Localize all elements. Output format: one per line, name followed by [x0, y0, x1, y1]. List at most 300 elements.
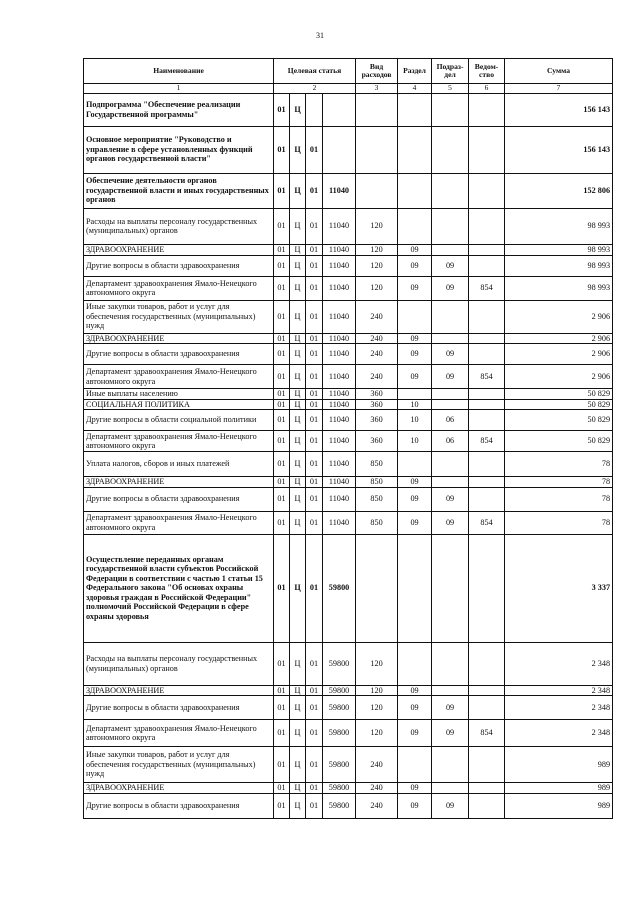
vedomstvo-cell	[469, 534, 505, 642]
target-code-1: 01	[274, 783, 290, 794]
podrazdel-cell: 09	[432, 276, 469, 300]
target-code-4: 11040	[323, 208, 356, 244]
target-code-3: 01	[306, 126, 323, 173]
target-code-1: 01	[274, 477, 290, 488]
table-row	[84, 244, 613, 255]
target-code-2: Ц	[290, 300, 306, 333]
row-name: ЗДРАВООХРАНЕНИЕ	[84, 685, 274, 696]
vid-cell: 240	[356, 365, 398, 389]
table-row	[84, 534, 613, 642]
vid-cell: 850	[356, 452, 398, 477]
razdel-cell: 09	[398, 477, 432, 488]
target-code-2: Ц	[290, 452, 306, 477]
row-name: Иные закупки товаров, работ и услуг для обеспечения государственных (муниципальных) нужд	[84, 747, 274, 783]
sum-cell: 2 906	[505, 365, 613, 389]
razdel-cell: 09	[398, 696, 432, 720]
target-code-4: 11040	[323, 452, 356, 477]
target-code-3: 01	[306, 696, 323, 720]
vedomstvo-cell	[469, 126, 505, 173]
target-code-4: 11040	[323, 410, 356, 431]
vedomstvo-cell: 854	[469, 511, 505, 534]
target-code-2: Ц	[290, 431, 306, 452]
vid-cell	[356, 126, 398, 173]
target-code-1: 01	[274, 126, 290, 173]
sum-cell: 989	[505, 747, 613, 783]
target-code-1: 01	[274, 93, 290, 126]
target-code-4: 11040	[323, 276, 356, 300]
vedomstvo-cell	[469, 487, 505, 511]
podrazdel-cell	[432, 389, 469, 400]
razdel-cell	[398, 642, 432, 685]
vedomstvo-cell	[469, 244, 505, 255]
razdel-cell	[398, 747, 432, 783]
razdel-cell	[398, 126, 432, 173]
target-code-2: Ц	[290, 720, 306, 747]
vedomstvo-cell	[469, 399, 505, 410]
table-row	[84, 642, 613, 685]
target-code-1: 01	[274, 333, 290, 344]
target-code-2: Ц	[290, 410, 306, 431]
podrazdel-cell: 09	[432, 255, 469, 276]
row-name: Уплата налогов, сборов и иных платежей	[84, 452, 274, 477]
target-code-4: 11040	[323, 344, 356, 365]
vid-cell: 120	[356, 255, 398, 276]
target-code-4: 11040	[323, 333, 356, 344]
table-row	[84, 410, 613, 431]
row-name: Расходы на выплаты персоналу государственных (муниципальных) органов	[84, 208, 274, 244]
header-name: Наименование	[84, 59, 274, 84]
target-code-3: 01	[306, 244, 323, 255]
podrazdel-cell: 09	[432, 720, 469, 747]
target-code-3: 01	[306, 208, 323, 244]
target-code-4	[323, 93, 356, 126]
target-code-1: 01	[274, 696, 290, 720]
vid-cell: 120	[356, 685, 398, 696]
table-row	[84, 747, 613, 783]
sum-cell: 2 906	[505, 300, 613, 333]
target-code-1: 01	[274, 487, 290, 511]
razdel-cell: 10	[398, 410, 432, 431]
sum-cell: 2 348	[505, 642, 613, 685]
target-code-1: 01	[274, 452, 290, 477]
podrazdel-cell: 09	[432, 365, 469, 389]
row-name: Другие вопросы в области здравоохранения	[84, 696, 274, 720]
target-code-2: Ц	[290, 747, 306, 783]
target-code-3: 01	[306, 399, 323, 410]
table-row	[84, 477, 613, 488]
vid-cell: 120	[356, 208, 398, 244]
target-code-1: 01	[274, 685, 290, 696]
target-code-4: 11040	[323, 431, 356, 452]
target-code-1: 01	[274, 276, 290, 300]
razdel-cell: 09	[398, 333, 432, 344]
row-name: ЗДРАВООХРАНЕНИЕ	[84, 477, 274, 488]
target-code-1: 01	[274, 173, 290, 208]
target-code-2: Ц	[290, 333, 306, 344]
row-name: Основное мероприятие "Руководство и управление в сфере установленных функций органов государственной власти"	[84, 126, 274, 173]
column-index: 3	[356, 84, 398, 94]
vedomstvo-cell	[469, 685, 505, 696]
razdel-cell: 10	[398, 399, 432, 410]
target-code-3: 01	[306, 747, 323, 783]
target-code-2: Ц	[290, 255, 306, 276]
vid-cell: 120	[356, 276, 398, 300]
podrazdel-cell: 06	[432, 431, 469, 452]
target-code-3: 01	[306, 389, 323, 400]
row-name: Осуществление переданных органам государственной власти субъектов Российской Федерации в соответствии с частью 1 статьи 15 Федерального закона "Об основах охраны здоровья граждан в Российской Федерации" полномочий Российской Федерации в сфере охраны здоровья	[84, 534, 274, 642]
podrazdel-cell	[432, 333, 469, 344]
target-code-1: 01	[274, 344, 290, 365]
table-row	[84, 452, 613, 477]
row-name: Обеспечение деятельности органов государственной власти и иных государственных органов	[84, 173, 274, 208]
table-row	[84, 511, 613, 534]
podrazdel-cell	[432, 642, 469, 685]
target-code-1: 01	[274, 747, 290, 783]
vid-cell: 850	[356, 511, 398, 534]
target-code-1: 01	[274, 244, 290, 255]
target-code-2: Ц	[290, 344, 306, 365]
podrazdel-cell: 09	[432, 696, 469, 720]
razdel-cell: 09	[398, 276, 432, 300]
target-code-2: Ц	[290, 477, 306, 488]
sum-cell: 2 348	[505, 696, 613, 720]
target-code-1: 01	[274, 300, 290, 333]
page-number: 31	[316, 31, 324, 40]
vedomstvo-cell	[469, 333, 505, 344]
target-code-4: 59800	[323, 783, 356, 794]
target-code-4: 11040	[323, 399, 356, 410]
column-index: 5	[432, 84, 469, 94]
sum-cell: 2 906	[505, 333, 613, 344]
row-name: Департамент здравоохранения Ямало-Ненецкого автономного округа	[84, 431, 274, 452]
table-row	[84, 276, 613, 300]
vid-cell: 240	[356, 344, 398, 365]
vid-cell: 360	[356, 431, 398, 452]
header-podrazdel: Подраз-дел	[432, 59, 469, 84]
razdel-cell	[398, 208, 432, 244]
target-code-2: Ц	[290, 783, 306, 794]
target-code-3: 01	[306, 344, 323, 365]
target-code-1: 01	[274, 511, 290, 534]
target-code-3: 01	[306, 487, 323, 511]
table-row	[84, 300, 613, 333]
header-summa: Сумма	[505, 59, 613, 84]
sum-cell: 78	[505, 477, 613, 488]
target-code-3: 01	[306, 685, 323, 696]
target-code-4: 11040	[323, 389, 356, 400]
target-code-4: 59800	[323, 534, 356, 642]
target-code-2: Ц	[290, 511, 306, 534]
razdel-cell	[398, 534, 432, 642]
razdel-cell	[398, 389, 432, 400]
podrazdel-cell	[432, 208, 469, 244]
vedomstvo-cell	[469, 389, 505, 400]
razdel-cell: 09	[398, 244, 432, 255]
podrazdel-cell	[432, 747, 469, 783]
razdel-cell: 09	[398, 793, 432, 818]
header-vid: Вид расходов	[356, 59, 398, 84]
target-code-1: 01	[274, 793, 290, 818]
target-code-4: 11040	[323, 365, 356, 389]
vid-cell: 240	[356, 333, 398, 344]
vid-cell: 120	[356, 720, 398, 747]
target-code-2: Ц	[290, 696, 306, 720]
target-code-4: 11040	[323, 511, 356, 534]
podrazdel-cell	[432, 244, 469, 255]
header-vedomstvo: Ведом-ство	[469, 59, 505, 84]
vid-cell: 850	[356, 487, 398, 511]
sum-cell: 78	[505, 487, 613, 511]
target-code-1: 01	[274, 399, 290, 410]
target-code-4: 59800	[323, 720, 356, 747]
header-target: Целевая статья	[274, 59, 356, 84]
row-name: СОЦИАЛЬНАЯ ПОЛИТИКА	[84, 399, 274, 410]
target-code-4: 11040	[323, 173, 356, 208]
razdel-cell: 09	[398, 511, 432, 534]
table-row	[84, 365, 613, 389]
target-code-4	[323, 126, 356, 173]
table-row	[84, 431, 613, 452]
target-code-1: 01	[274, 208, 290, 244]
header-razdel: Раздел	[398, 59, 432, 84]
table-row	[84, 255, 613, 276]
vedomstvo-cell	[469, 300, 505, 333]
vedomstvo-cell	[469, 452, 505, 477]
target-code-2: Ц	[290, 685, 306, 696]
vid-cell: 360	[356, 389, 398, 400]
vid-cell: 240	[356, 300, 398, 333]
target-code-3: 01	[306, 720, 323, 747]
vid-cell	[356, 534, 398, 642]
vid-cell: 120	[356, 642, 398, 685]
target-code-2: Ц	[290, 173, 306, 208]
sum-cell: 3 337	[505, 534, 613, 642]
row-name: Иные закупки товаров, работ и услуг для обеспечения государственных (муниципальных) нужд	[84, 300, 274, 333]
vedomstvo-cell	[469, 477, 505, 488]
sum-cell: 50 829	[505, 389, 613, 400]
target-code-2: Ц	[290, 365, 306, 389]
target-code-1: 01	[274, 642, 290, 685]
target-code-1: 01	[274, 389, 290, 400]
sum-cell: 152 806	[505, 173, 613, 208]
table-row	[84, 793, 613, 818]
table-row	[84, 685, 613, 696]
target-code-2: Ц	[290, 93, 306, 126]
target-code-3: 01	[306, 511, 323, 534]
row-name: Другие вопросы в области здравоохранения	[84, 255, 274, 276]
sum-cell: 156 143	[505, 93, 613, 126]
razdel-cell: 09	[398, 344, 432, 365]
target-code-4: 59800	[323, 696, 356, 720]
podrazdel-cell	[432, 783, 469, 794]
target-code-3: 01	[306, 534, 323, 642]
target-code-2: Ц	[290, 244, 306, 255]
sum-cell: 2 906	[505, 344, 613, 365]
sum-cell: 50 829	[505, 431, 613, 452]
target-code-1: 01	[274, 431, 290, 452]
vedomstvo-cell: 854	[469, 365, 505, 389]
target-code-3: 01	[306, 477, 323, 488]
table-row	[84, 173, 613, 208]
target-code-4: 59800	[323, 793, 356, 818]
vedomstvo-cell	[469, 208, 505, 244]
row-name: Подпрограмма "Обеспечение реализации Государственной программы"	[84, 93, 274, 126]
row-name: Расходы на выплаты персоналу государственных (муниципальных) органов	[84, 642, 274, 685]
sum-cell: 78	[505, 452, 613, 477]
target-code-1: 01	[274, 720, 290, 747]
target-code-3: 01	[306, 365, 323, 389]
budget-table	[83, 58, 613, 819]
razdel-cell	[398, 173, 432, 208]
target-code-4: 59800	[323, 747, 356, 783]
vedomstvo-cell	[469, 410, 505, 431]
vedomstvo-cell	[469, 696, 505, 720]
vid-cell: 240	[356, 747, 398, 783]
table-row	[84, 487, 613, 511]
vedomstvo-cell	[469, 173, 505, 208]
podrazdel-cell	[432, 399, 469, 410]
target-code-4: 59800	[323, 685, 356, 696]
vid-cell: 240	[356, 783, 398, 794]
sum-cell: 98 993	[505, 244, 613, 255]
table-row	[84, 696, 613, 720]
row-name: Иные выплаты населению	[84, 389, 274, 400]
row-name: ЗДРАВООХРАНЕНИЕ	[84, 333, 274, 344]
table-row	[84, 783, 613, 794]
podrazdel-cell	[432, 93, 469, 126]
column-index-row	[84, 84, 613, 94]
razdel-cell: 09	[398, 365, 432, 389]
sum-cell: 989	[505, 793, 613, 818]
podrazdel-cell	[432, 126, 469, 173]
row-name: Департамент здравоохранения Ямало-Ненецкого автономного округа	[84, 365, 274, 389]
row-name: ЗДРАВООХРАНЕНИЕ	[84, 783, 274, 794]
podrazdel-cell: 06	[432, 410, 469, 431]
target-code-2: Ц	[290, 399, 306, 410]
column-index: 4	[398, 84, 432, 94]
sum-cell: 2 348	[505, 685, 613, 696]
sum-cell: 50 829	[505, 410, 613, 431]
target-code-1: 01	[274, 534, 290, 642]
target-code-4: 11040	[323, 487, 356, 511]
target-code-3: 01	[306, 793, 323, 818]
target-code-2: Ц	[290, 126, 306, 173]
sum-cell: 50 829	[505, 399, 613, 410]
target-code-1: 01	[274, 410, 290, 431]
target-code-3: 01	[306, 410, 323, 431]
target-code-2: Ц	[290, 487, 306, 511]
target-code-4: 11040	[323, 477, 356, 488]
target-code-4: 11040	[323, 244, 356, 255]
razdel-cell: 09	[398, 487, 432, 511]
column-index: 1	[84, 84, 274, 94]
target-code-2: Ц	[290, 534, 306, 642]
vedomstvo-cell	[469, 783, 505, 794]
sum-cell: 156 143	[505, 126, 613, 173]
razdel-cell	[398, 452, 432, 477]
target-code-2: Ц	[290, 208, 306, 244]
table-row	[84, 720, 613, 747]
vid-cell: 850	[356, 477, 398, 488]
vid-cell: 360	[356, 399, 398, 410]
row-name: Департамент здравоохранения Ямало-Ненецкого автономного округа	[84, 720, 274, 747]
target-code-3: 01	[306, 300, 323, 333]
target-code-3: 01	[306, 276, 323, 300]
target-code-4: 11040	[323, 255, 356, 276]
vid-cell	[356, 93, 398, 126]
vedomstvo-cell: 854	[469, 720, 505, 747]
razdel-cell	[398, 93, 432, 126]
row-name: Департамент здравоохранения Ямало-Ненецкого автономного округа	[84, 511, 274, 534]
table-row	[84, 126, 613, 173]
row-name: Другие вопросы в области социальной политики	[84, 410, 274, 431]
column-index: 6	[469, 84, 505, 94]
razdel-cell	[398, 300, 432, 333]
target-code-2: Ц	[290, 389, 306, 400]
target-code-2: Ц	[290, 276, 306, 300]
target-code-3: 01	[306, 783, 323, 794]
podrazdel-cell	[432, 534, 469, 642]
table-row	[84, 399, 613, 410]
target-code-3: 01	[306, 173, 323, 208]
razdel-cell: 09	[398, 255, 432, 276]
vedomstvo-cell	[469, 344, 505, 365]
table-row	[84, 344, 613, 365]
column-index: 7	[505, 84, 613, 94]
row-name: Другие вопросы в области здравоохранения	[84, 344, 274, 365]
table-row	[84, 93, 613, 126]
vedomstvo-cell	[469, 93, 505, 126]
razdel-cell: 10	[398, 431, 432, 452]
vid-cell: 120	[356, 696, 398, 720]
table-row	[84, 333, 613, 344]
vedomstvo-cell	[469, 793, 505, 818]
vid-cell: 120	[356, 244, 398, 255]
target-code-3: 01	[306, 642, 323, 685]
target-code-4: 59800	[323, 642, 356, 685]
vedomstvo-cell: 854	[469, 431, 505, 452]
sum-cell: 78	[505, 511, 613, 534]
sum-cell: 2 348	[505, 720, 613, 747]
vid-cell: 240	[356, 793, 398, 818]
vid-cell	[356, 173, 398, 208]
target-code-3: 01	[306, 431, 323, 452]
vedomstvo-cell	[469, 747, 505, 783]
table-body	[84, 93, 613, 818]
target-code-1: 01	[274, 365, 290, 389]
table-row	[84, 208, 613, 244]
row-name: Другие вопросы в области здравоохранения	[84, 487, 274, 511]
vedomstvo-cell: 854	[469, 276, 505, 300]
target-code-3: 01	[306, 255, 323, 276]
target-code-4: 11040	[323, 300, 356, 333]
podrazdel-cell	[432, 477, 469, 488]
row-name: ЗДРАВООХРАНЕНИЕ	[84, 244, 274, 255]
podrazdel-cell	[432, 685, 469, 696]
target-code-3	[306, 93, 323, 126]
target-code-2: Ц	[290, 793, 306, 818]
row-name: Департамент здравоохранения Ямало-Ненецкого автономного округа	[84, 276, 274, 300]
table-row	[84, 389, 613, 400]
podrazdel-cell: 09	[432, 793, 469, 818]
vid-cell: 360	[356, 410, 398, 431]
razdel-cell: 09	[398, 783, 432, 794]
vedomstvo-cell	[469, 255, 505, 276]
razdel-cell: 09	[398, 720, 432, 747]
sum-cell: 98 993	[505, 255, 613, 276]
sum-cell: 98 993	[505, 208, 613, 244]
sum-cell: 989	[505, 783, 613, 794]
